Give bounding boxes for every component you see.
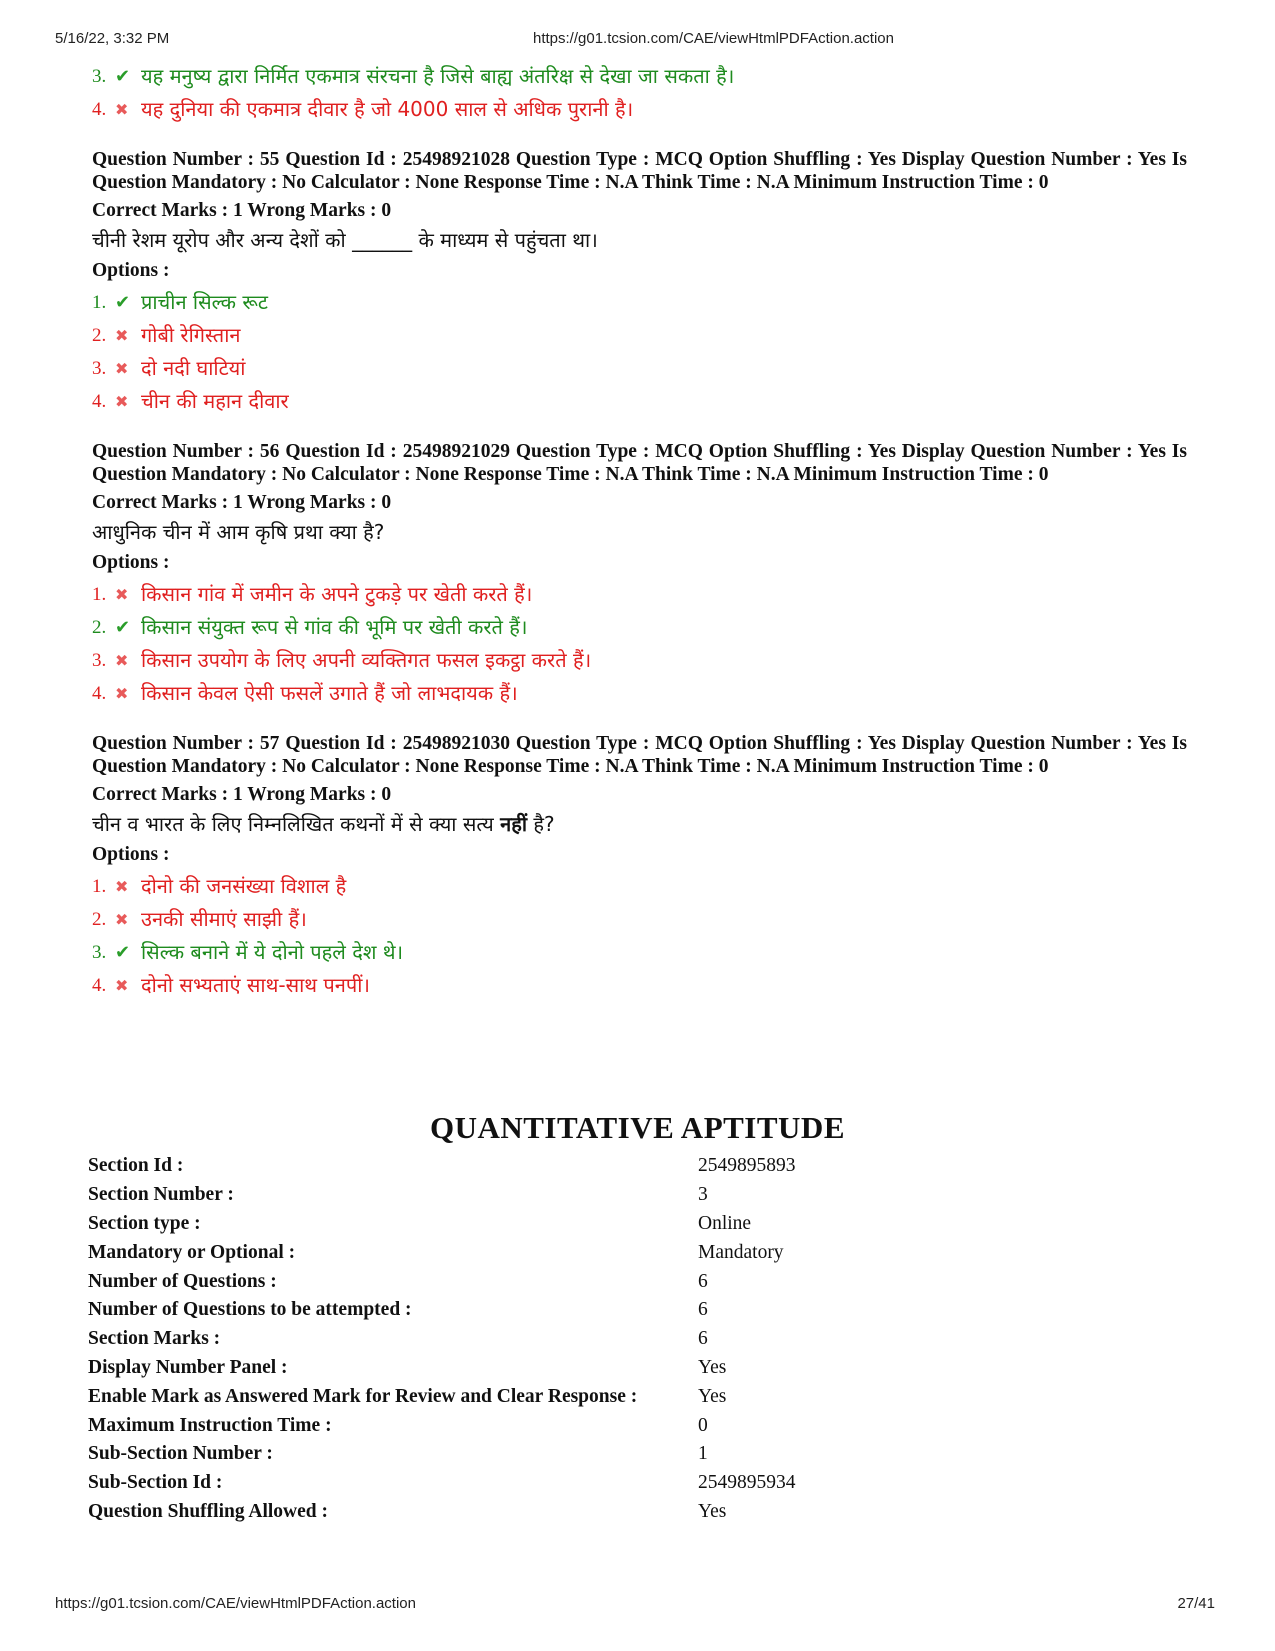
option-number: 4.	[92, 99, 107, 120]
section-info-row	[88, 1382, 1188, 1411]
question-text	[92, 224, 1192, 256]
option-number: 1.	[92, 584, 107, 605]
question-meta: Question Number : 57 Question Id : 25498921030 Question Type : MCQ Option Shuffling : Yes Display Question Number : Yes Is Question Mandatory : No Calculator : None Response Time : N.A Think Time : N.A Minimum Instruction Time : 0	[92, 733, 1187, 777]
question-block	[92, 148, 1192, 418]
page-number: 27/41	[1177, 1595, 1215, 1612]
option-number: 1.	[92, 292, 107, 313]
option-number: 1.	[92, 876, 107, 897]
option-number: 4.	[92, 683, 107, 704]
section-info-key: Number of Questions to be attempted :	[88, 1299, 412, 1321]
section-info-value: 2549895934	[698, 1472, 796, 1494]
section-info-row	[88, 1411, 1188, 1440]
option-text: यह दुनिया की एकमात्र दीवार है जो 4000 साल से अधिक पुरानी है।	[141, 97, 634, 121]
section-info-row	[88, 1354, 1188, 1383]
section-info-row	[88, 1210, 1188, 1239]
section-info-key: Section type :	[88, 1212, 201, 1234]
cross-icon: ✖	[115, 877, 129, 896]
option-item	[92, 385, 1192, 418]
cross-icon: ✖	[115, 684, 129, 703]
carryover-options	[92, 60, 1192, 126]
section-info-key: Section Id :	[88, 1155, 184, 1177]
section-info-value: Yes	[698, 1385, 727, 1407]
option-text: चीन की महान दीवार	[141, 389, 289, 413]
section-info-value: 2549895893	[698, 1155, 796, 1177]
option-number: 2.	[92, 909, 107, 930]
question-meta: Question Number : 55 Question Id : 25498921028 Question Type : MCQ Option Shuffling : Yes Display Question Number : Yes Is Question Mandatory : No Calculator : None Response Time : N.A Think Time : N.A Minimum Instruction Time : 0	[92, 149, 1187, 193]
section-info-key: Mandatory or Optional :	[88, 1241, 296, 1263]
print-footer	[55, 1595, 1215, 1615]
option-item	[92, 60, 1192, 93]
cross-icon: ✖	[115, 651, 129, 670]
question-text-end: है?	[527, 812, 555, 836]
question-marks: Correct Marks : 1 Wrong Marks : 0	[92, 200, 392, 221]
section-info-row	[88, 1152, 1188, 1181]
print-header	[55, 30, 1215, 50]
option-number: 3.	[92, 942, 107, 963]
section-info-value: Yes	[698, 1356, 727, 1378]
option-text: गोबी रेगिस्तान	[141, 323, 241, 347]
option-item	[92, 352, 1192, 385]
section-info-value: Yes	[698, 1500, 727, 1522]
question-marks: Correct Marks : 1 Wrong Marks : 0	[92, 492, 392, 513]
cross-icon: ✖	[115, 976, 129, 995]
option-number: 2.	[92, 325, 107, 346]
cross-icon: ✖	[115, 359, 129, 378]
options-label: Options :	[92, 552, 170, 573]
section-info-key: Display Number Panel :	[88, 1356, 288, 1378]
option-item	[92, 677, 1192, 710]
option-text: सिल्क बनाने में ये दोनो पहले देश थे।	[141, 940, 404, 964]
section-info-row	[88, 1296, 1188, 1325]
option-text: प्राचीन सिल्क रूट	[141, 290, 268, 314]
section-info-key: Enable Mark as Answered Mark for Review and Clear Response :	[88, 1385, 638, 1407]
section-info-value: 6	[698, 1328, 708, 1350]
question-marks: Correct Marks : 1 Wrong Marks : 0	[92, 784, 392, 805]
print-datetime: 5/16/22, 3:32 PM	[55, 30, 170, 47]
section-info-value: 3	[698, 1184, 708, 1206]
page-content	[92, 60, 1192, 1002]
question-text-main: आधुनिक चीन में आम कृषि प्रथा क्या है?	[92, 520, 385, 544]
section-info-value: 0	[698, 1414, 708, 1436]
cross-icon: ✖	[115, 392, 129, 411]
section-info-row	[88, 1238, 1188, 1267]
section-info-row	[88, 1267, 1188, 1296]
section-info-row	[88, 1181, 1188, 1210]
section-info-key: Sub-Section Number :	[88, 1443, 273, 1465]
section-info-key: Question Shuffling Allowed :	[88, 1500, 329, 1522]
option-text: किसान गांव में जमीन के अपने टुकड़े पर खेती करते हैं।	[141, 582, 533, 606]
option-text: किसान संयुक्त रूप से गांव की भूमि पर खेती करते हैं।	[141, 615, 528, 639]
section-info-value: Online	[698, 1212, 752, 1234]
option-item	[92, 969, 1192, 1002]
question-text	[92, 808, 1192, 840]
option-item	[92, 936, 1192, 969]
option-number: 3.	[92, 66, 107, 87]
section-info-key: Maximum Instruction Time :	[88, 1414, 332, 1436]
section-info-value: Mandatory	[698, 1241, 784, 1263]
options-label: Options :	[92, 844, 170, 865]
section-info-table	[88, 1152, 1188, 1526]
section-info-value: 1	[698, 1443, 708, 1465]
check-icon: ✔	[115, 292, 131, 313]
option-number: 3.	[92, 650, 107, 671]
option-item	[92, 644, 1192, 677]
cross-icon: ✖	[115, 326, 129, 345]
section-info-row	[88, 1325, 1188, 1354]
option-text: किसान केवल ऐसी फसलें उगाते हैं जो लाभदायक हैं।	[141, 681, 518, 705]
question-meta: Question Number : 56 Question Id : 25498921029 Question Type : MCQ Option Shuffling : Yes Display Question Number : Yes Is Question Mandatory : No Calculator : None Response Time : N.A Think Time : N.A Minimum Instruction Time : 0	[92, 441, 1187, 485]
cross-icon: ✖	[115, 100, 129, 119]
section-info-row	[88, 1440, 1188, 1469]
option-text: दोनो सभ्यताएं साथ-साथ पनपीं।	[141, 973, 370, 997]
question-text-main: चीनी रेशम यूरोप और अन्य देशों को ______ के माध्यम से पहुंचता था।	[92, 228, 598, 252]
option-number: 2.	[92, 617, 107, 638]
section-info-key: Sub-Section Id :	[88, 1472, 223, 1494]
section-info-row	[88, 1469, 1188, 1498]
option-text: दो नदी घाटियां	[141, 356, 246, 380]
option-text: यह मनुष्य द्वारा निर्मित एकमात्र संरचना है जिसे बाह्य अंतरिक्ष से देखा जा सकता है।	[141, 64, 735, 88]
option-text: उनकी सीमाएं साझी हैं।	[141, 907, 307, 931]
section-info-value: 6	[698, 1270, 708, 1292]
print-url[interactable]: https://g01.tcsion.com/CAE/viewHtmlPDFAction.action	[533, 30, 894, 47]
option-item	[92, 611, 1192, 644]
check-icon: ✔	[115, 66, 131, 87]
option-number: 3.	[92, 358, 107, 379]
footer-url[interactable]: https://g01.tcsion.com/CAE/viewHtmlPDFAction.action	[55, 1595, 416, 1612]
option-number: 4.	[92, 391, 107, 412]
question-text	[92, 516, 1192, 548]
section-info-key: Number of Questions :	[88, 1270, 277, 1292]
cross-icon: ✖	[115, 585, 129, 604]
option-item	[92, 286, 1192, 319]
option-text: किसान उपयोग के लिए अपनी व्यक्तिगत फसल इकट्ठा करते हैं।	[141, 648, 592, 672]
section-info-row	[88, 1498, 1188, 1527]
option-text: दोनो की जनसंख्या विशाल है	[141, 874, 347, 898]
option-item	[92, 903, 1192, 936]
option-item	[92, 870, 1192, 903]
check-icon: ✔	[115, 942, 131, 963]
option-item	[92, 319, 1192, 352]
option-item	[92, 578, 1192, 611]
question-text-main: चीन व भारत के लिए निम्नलिखित कथनों में से क्या सत्य	[92, 812, 501, 836]
section-info-value: 6	[698, 1299, 708, 1321]
section-title: QUANTITATIVE APTITUDE	[429, 1110, 845, 1145]
question-list	[92, 148, 1192, 1002]
cross-icon: ✖	[115, 910, 129, 929]
option-item	[92, 93, 1192, 126]
section-info-key: Section Number :	[88, 1184, 234, 1206]
check-icon: ✔	[115, 617, 131, 638]
question-block	[92, 440, 1192, 710]
options-label: Options :	[92, 260, 170, 281]
question-text-emphasis: नहीं	[500, 812, 528, 836]
option-number: 4.	[92, 975, 107, 996]
question-block	[92, 732, 1192, 1002]
section-info-key: Section Marks :	[88, 1328, 221, 1350]
